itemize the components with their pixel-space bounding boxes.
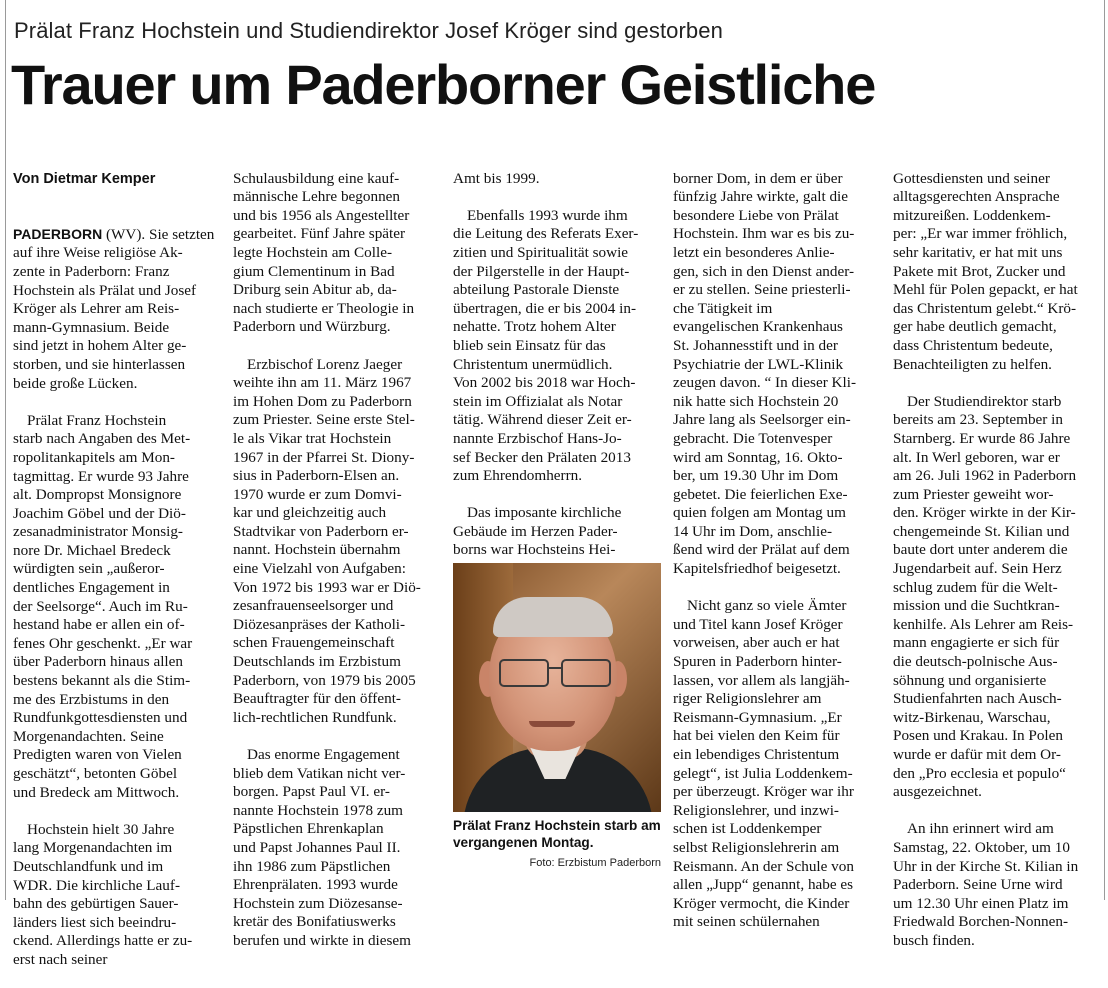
article-column-4	[673, 151, 881, 951]
column-1-paragraph-1-text: (WV). Sie setzten auf ihre Weise religiöse Ak- zente in Paderborn: Franz Hochstein als Prälat und Josef Kröger als Lehrer am Reis- mann-Gymnasium. Beide sind jetzt in hohem Alter ge- storben, und sie hinterlassen beide große Lücken.	[13, 225, 215, 392]
column-1-paragraph-3: Hochstein hielt 30 Jahre lang Morgenandachten im Deutschlandfunk und im WDR. Die kirchliche Lauf- bahn des gebürtigen Sauer- länders liest sich beeindru- ckend. Allerdings hatte er zu- erst nach seiner	[13, 820, 193, 968]
article-kicker: Prälat Franz Hochstein und Studiendirektor Josef Kröger sind gestorben	[14, 18, 723, 43]
page-border-right	[1104, 0, 1105, 900]
column-3-paragraph-1: Amt bis 1999.	[453, 169, 540, 187]
column-5-paragraph-1: Gottesdiensten und seiner alltagsgerechten Ansprache mitzureißen. Loddenkem- per: „Er war immer fröhlich, sehr karitativ, er hat mit uns Pakete mit Brot, Zucker und Mehl für Polen gepackt, er hat das Christentum gelebt.“ Krö- ger habe deutlich gemacht, dass Christentum bedeute, Benachteiligten zu helfen.	[893, 169, 1078, 373]
article-headline: Trauer um Paderborner Geistliche	[11, 53, 876, 116]
article-column-5	[893, 151, 1098, 969]
portrait-photo	[453, 563, 661, 812]
column-3-paragraph-3: Das imposante kirchliche Gebäude im Herzen Pader- borns war Hochsteins Hei-	[453, 504, 622, 559]
column-1-paragraph-1	[13, 225, 221, 393]
photo-caption: Prälat Franz Hochstein starb am vergangenen Montag.	[453, 818, 661, 850]
article-column-2	[233, 151, 441, 969]
photo-credit: Foto: Erzbistum Paderborn	[529, 857, 661, 869]
article-column-1	[13, 151, 221, 988]
article-dateline: PADERBORN	[13, 225, 103, 242]
photo-glasses	[499, 659, 611, 687]
column-3-paragraph-2: Ebenfalls 1993 wurde ihm die Leitung des Referats Exer- zitien und Spiritualität sowie der Pilgerstelle in der Haupt- abteilung Pastorale Dienste übertragen, die er bis 2004 in- nehatte. Trotz hohem Alter blieb sein Einsatz für das Christentum unermüdlich. Von 2002 bis 2018 war Hoch- stein im Offizialat als Notar tätig. Während dieser Zeit er- nannte Erzbischof Hans-Jo- sef Becker den Prälaten 2013 zum Ehrendomherrn.	[453, 206, 639, 485]
photo-hair	[493, 597, 613, 637]
column-2-paragraph-2: Erzbischof Lorenz Jaeger weihte ihn am 11. März 1967 im Hohen Dom zu Paderborn zum Priester. Seine erste Stel- le als Vikar trat Hochstein 1967 in der Pfarrei St. Diony- sius in Paderborn-Elsen an. 1970 wurde er zum Domvi- kar und gleichzeitig auch Stadtvikar von Paderborn er- nannt. Hochstein übernahm eine Vielzahl von Aufgaben: Von 1972 bis 1993 war er Diö- zesanfrauenseelsorger und Diözesanpräses der Katholi- schen Frauengemeinschaft Deutschlands im Erzbistum Paderborn, von 1979 bis 2005 Beauftragter für den öffent- lich-rechtlichen Rundfunk.	[233, 355, 421, 726]
column-5-paragraph-3: An ihn erinnert wird am Samstag, 22. Oktober, um 10 Uhr in der Kirche St. Kilian in Paderborn. Seine Urne wird um 12.30 Uhr einen Platz im Friedwald Borchen-Nonnen- busch finden.	[893, 820, 1079, 949]
column-5-paragraph-2: Der Studiendirektor starb bereits am 23. September in Starnberg. Er wurde 86 Jahre alt. In Werl geboren, war er am 26. Juli 1962 in Paderborn zum Priester geweiht wor- den. Kröger wirkte in der Kir- chengemeinde St. Kilian und baute dort unter anderem die Jugendarbeit auf. Sein Herz schlug zudem für die Welt- mission und die Suchtkran- kenhilfe. Als Lehrer am Reis- mann engagierte er sich für die deutsch-polnische Aus- söhnung und organisierte Studienfahrten nach Ausch- witz-Birkenau, Warschau, Posen und Krakau. In Polen wurde er dafür mit dem Or- den „Pro ecclesia et populo“ ausgezeichnet.	[893, 392, 1077, 801]
column-2-paragraph-1: Schulausbildung eine kauf- männische Lehre begonnen und bis 1956 als Angestellter gearbeitet. Fünf Jahre später legte Hochstein am Colle- gium Clementinum in Bad Driburg sein Abitur ab, da- nach studierte er Theologie in Paderborn und Würzburg.	[233, 169, 415, 336]
article-column-3	[453, 151, 661, 634]
column-4-paragraph-2: Nicht ganz so viele Ämter und Titel kann Josef Kröger vorweisen, aber auch er hat Spuren in Paderborn hinter- lassen, vor allem als langjäh- riger Religionslehrer am Reismann-Gymnasium. „Er hat bei vielen den Keim für ein lebendiges Christentum gelegt“, ist Julia Loddenkem- per überzeugt. Kröger war ihr Religionslehrer, und inzwi- schen ist Loddenkemper selbst Religionslehrerin am Reismann. An der Schule von allen „Jupp“ genannt, habe es Kröger vermocht, die Kinder mit seinen schülernahen	[673, 597, 854, 931]
column-2-paragraph-3: Das enorme Engagement blieb dem Vatikan nicht ver- borgen. Papst Paul VI. er- nannte Hochstein 1978 zum Päpstlichen Ehrenkaplan und Papst Johannes Paul II. ihn 1986 zum Päpstlichen Ehrenprälaten. 1993 wurde Hochstein zum Diözesanse- kretär des Bonifatiuswerks berufen und wirkte in diesem	[233, 746, 411, 949]
column-4-paragraph-1: borner Dom, in dem er über fünfzig Jahre wirkte, galt die besondere Liebe von Prälat Hochstein. Ihm war es bis zu- letzt ein besonderes Anlie- gen, sich in den Dienst ander- er zu stellen. Seine priesterli- che Tätigkeit im evangelischen Krankenhaus St. Johannesstift und in der Psychiatrie der LWL-Klinik zeugen davon. “ In dieser Kli- nik hatte sich Hochstein 20 Jahre lang als Seelsorger ein- gebracht. Die Totenvesper wird am Sonntag, 16. Okto- ber, um 19.30 Uhr im Dom gebetet. Die feierlichen Exe- quien folgen am Montag um 14 Uhr im Dom, anschlie- ßend wird der Prälat auf dem Kapitelsfriedhof beigesetzt.	[673, 169, 857, 578]
photo-mouth	[529, 721, 575, 727]
page-border-left	[5, 0, 6, 900]
column-1-paragraph-2: Prälat Franz Hochstein starb nach Angaben des Met- ropolitankapitels am Mon- tagmittag. Er wurde 93 Jahre alt. Dompropst Monsignore Joachim Göbel und der Diö- zesanadministrator Monsig- nore Dr. Michael Bredeck würdigten sein „außeror- dentliches Engagement in der Seelsorge“. Auch im Ru- hestand habe er allen ein of- fenes Ohr geschenkt. „Er war über Paderborn hinaus allen bestens bekannt als die Stim- me des Erzbistums in den Rundfunkgottesdiensten und Morgenandachten. Seine Predigten waren von Vielen geschätzt“, betonten Göbel und Bredeck am Mittwoch.	[13, 411, 193, 801]
article-author: Von Dietmar Kemper	[13, 170, 156, 187]
